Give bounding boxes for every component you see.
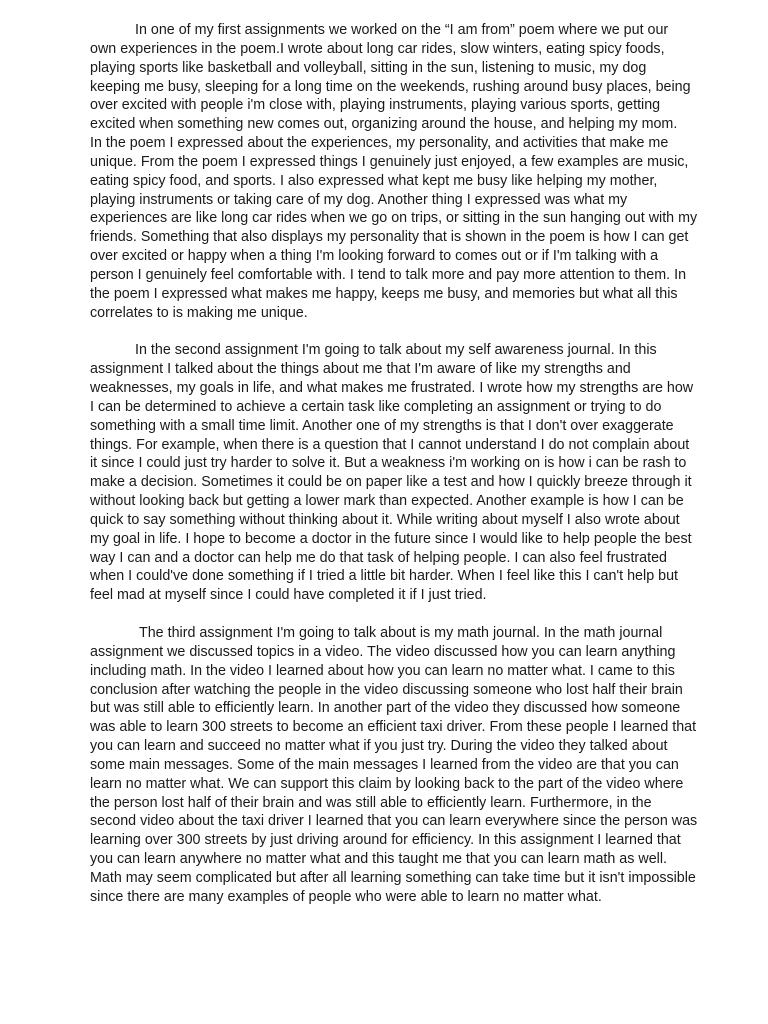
text-line: you can learn and succeed no matter what if you just try. During the video they talked about	[90, 738, 668, 755]
text-line: learning over 300 streets by just driving around for efficiency. In this assignment I learned that	[90, 832, 681, 849]
text-line: correlates to is making me unique.	[90, 304, 308, 321]
text-line: since there are many examples of people who were able to learn no matter what.	[90, 888, 602, 905]
text-line: my goal in life. I hope to become a doctor in the future since I would like to help people the best	[90, 530, 692, 547]
text-line: some main messages. Some of the main messages I learned from the video are that you can	[90, 756, 679, 773]
text-line: it since I could just try harder to solve it. But a weakness i'm working on is how i can be rash to	[90, 455, 687, 472]
text-line: I can be determined to achieve a certain task like completing an assignment or trying to do	[90, 398, 662, 415]
paragraph-i-am-from-poem	[90, 21, 698, 323]
text-line: playing sports like basketball and volleyball, sitting in the sun, listening to music, my dog	[90, 59, 647, 76]
text-line: learn no matter what. We can support this claim by looking back to the part of the video where	[90, 775, 684, 792]
text-line: own experiences in the poem.I wrote about long car rides, slow winters, eating spicy foods,	[90, 40, 665, 57]
text-line: make a decision. Sometimes it could be on paper like a test and how I quickly breeze through it	[90, 474, 692, 491]
text-line: eating spicy food, and sports. I also expressed what kept me busy like helping my mother,	[90, 172, 658, 189]
text-line: the poem I expressed what makes me happy, keeps me busy, and memories but what all this	[90, 285, 678, 302]
text-line: friends. Something that also displays my personality that is shown in the poem is how I can get	[90, 229, 689, 246]
document-page	[90, 21, 698, 907]
text-line: experiences are like long car rides when we go on trips, or sitting in the sun hanging out with my	[90, 210, 698, 227]
text-line: In the poem I expressed about the experiences, my personality, and activities that make me	[90, 135, 669, 152]
text-line: something with a small time limit. Another one of my strengths is that I don't over exaggerate	[90, 417, 674, 434]
text-line: keeping me busy, sleeping for a long time on the weekends, rushing around busy places, being	[90, 78, 691, 95]
text-line: but was still able to efficiently learn. In another part of the video they discussed how someone	[90, 700, 681, 717]
paragraph-self-awareness-journal	[90, 341, 694, 605]
text-line: way I can and a doctor can help me do that task of helping people. I can also feel frustrated	[90, 549, 667, 566]
text-line: was able to learn 300 streets to become an efficient taxi driver. From these people I learned that	[90, 719, 697, 736]
text-line: without looking back but getting a lower mark than expected. Another example is how I can be	[90, 493, 684, 510]
text-line: including math. In the video I learned about how you can learn no matter what. I came to this	[90, 662, 675, 679]
text-line: things. For example, when there is a question that I cannot understand I do not complain about	[90, 436, 690, 453]
text-line: In the second assignment I'm going to talk about my self awareness journal. In this	[135, 342, 657, 359]
text-line: when I could've done something if I tried a little bit harder. When I feel like this I can't help but	[90, 568, 678, 585]
text-line: playing instruments or taking care of my dog. Another thing I expressed was what my	[90, 191, 628, 208]
text-line: assignment we discussed topics in a video. The video discussed how you can learn anything	[90, 643, 676, 660]
text-line: quick to say something without thinking about it. While writing about myself I also wrote about	[90, 511, 680, 528]
text-line: over excited with people i'm close with, playing instruments, playing various sports, getting	[90, 97, 661, 114]
text-line: Math may seem complicated but after all learning something can take time but it isn't impossible	[90, 869, 696, 886]
paragraph-math-journal	[90, 624, 698, 907]
text-line: second video about the taxi driver I learned that you can learn everywhere since the person was	[90, 813, 698, 830]
paragraph-spacer	[90, 605, 686, 624]
text-line: conclusion after watching the people in the video discussing someone who lost half their brain	[90, 681, 683, 698]
text-line: the person lost half of their brain and was still able to efficiently learn. Furthermore, in the	[90, 794, 652, 811]
text-line: In one of my first assignments we worked on the “I am from” poem where we put our	[135, 22, 669, 38]
text-line: assignment I talked about the things about me that I'm aware of like my strengths and	[90, 361, 631, 378]
text-line: weaknesses, my goals in life, and what makes me frustrated. I wrote how my strengths are how	[90, 380, 694, 397]
text-line: The third assignment I'm going to talk about is my math journal. In the math journal	[139, 625, 663, 641]
text-line: over excited or happy when a thing I'm looking forward to comes out or if I'm talking with a	[90, 248, 659, 265]
text-line: you can learn anywhere no matter what and this taught me that you can learn math as well.	[90, 851, 667, 868]
text-line: unique. From the poem I expressed things I genuinely just enjoyed, a few examples are music,	[90, 153, 689, 170]
text-line: feel mad at myself since I could have completed it if I just tried.	[90, 587, 487, 604]
text-line: person I genuinely feel comfortable with. I tend to talk more and pay more attention to them. In	[90, 266, 687, 283]
paragraph-spacer	[90, 323, 686, 342]
text-line: excited when something new comes out, organizing around the house, and helping my mom.	[90, 116, 678, 133]
